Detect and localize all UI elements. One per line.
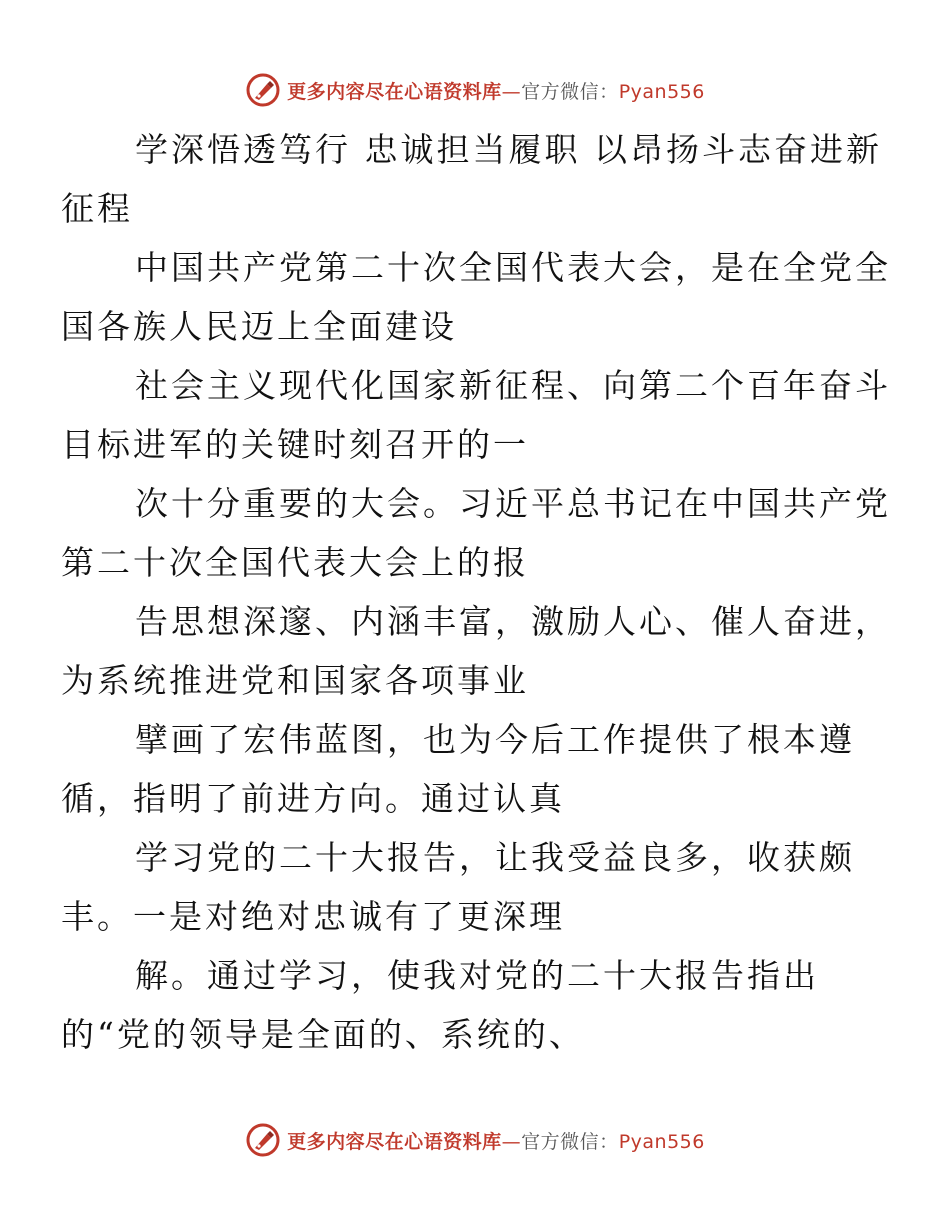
paragraph-line: 为系统推进党和国家各项事业 [61,661,529,700]
document-body [61,120,891,1064]
paragraph-line: 第二十次全国代表大会上的报 [61,543,529,582]
footer-text [287,1127,705,1154]
pen-nib-logo-icon [245,1122,281,1158]
header-wechat-label: 官方微信： [521,80,619,103]
footer-banner [0,1118,950,1162]
footer-wechat-label: 官方微信： [521,1130,619,1153]
paragraph-line: 国各族人民迈上全面建设 [61,307,457,346]
paragraph-line: 的“党的领导是全面的、系统的、 [61,1015,585,1054]
pen-nib-logo-icon [245,72,281,108]
paragraph-line: 学深悟透笃行 忠诚担当履职 以昂扬斗志奋进新 [135,130,882,169]
footer-brand: 更多内容尽在心语资料库 [287,1130,502,1153]
paragraph-line: 征程 [61,189,133,228]
paragraph-line: 循，指明了前进方向。通过认真 [61,779,565,818]
footer-separator: — [501,1130,522,1153]
paragraph-7 [61,828,858,946]
footer-wechat-id: Pyan556 [618,1130,705,1153]
paragraph-1 [61,120,882,238]
paragraph-3 [61,356,891,474]
paragraph-line: 次十分重要的大会。习近平总书记在中国共产党 [135,484,891,523]
header-banner [0,68,950,112]
paragraph-line: 中国共产党第二十次全国代表大会，是在全党全 [135,248,891,287]
paragraph-line: 社会主义现代化国家新征程、向第二个百年奋斗 [135,366,891,405]
paragraph-line: 目标进军的关键时刻召开的一 [61,425,529,464]
paragraph-line: 解。通过学习，使我对党的二十大报告指出 [135,956,819,995]
paragraph-line: 告思想深邃、内涵丰富，激励人心、催人奋进， [135,602,891,641]
paragraph-line: 学习党的二十大报告，让我受益良多，收获颇 [135,838,855,877]
header-wechat-id: Pyan556 [618,80,705,103]
header-brand: 更多内容尽在心语资料库 [287,80,502,103]
header-text [287,77,705,104]
paragraph-line: 擘画了宏伟蓝图，也为今后工作提供了根本遵 [135,720,855,759]
paragraph-2 [61,238,891,356]
paragraph-8 [61,946,858,1064]
header-separator: — [501,80,522,103]
paragraph-4 [61,474,891,592]
paragraph-6 [61,710,858,828]
paragraph-5 [61,592,891,710]
paragraph-line: 丰。一是对绝对忠诚有了更深理 [61,897,565,936]
